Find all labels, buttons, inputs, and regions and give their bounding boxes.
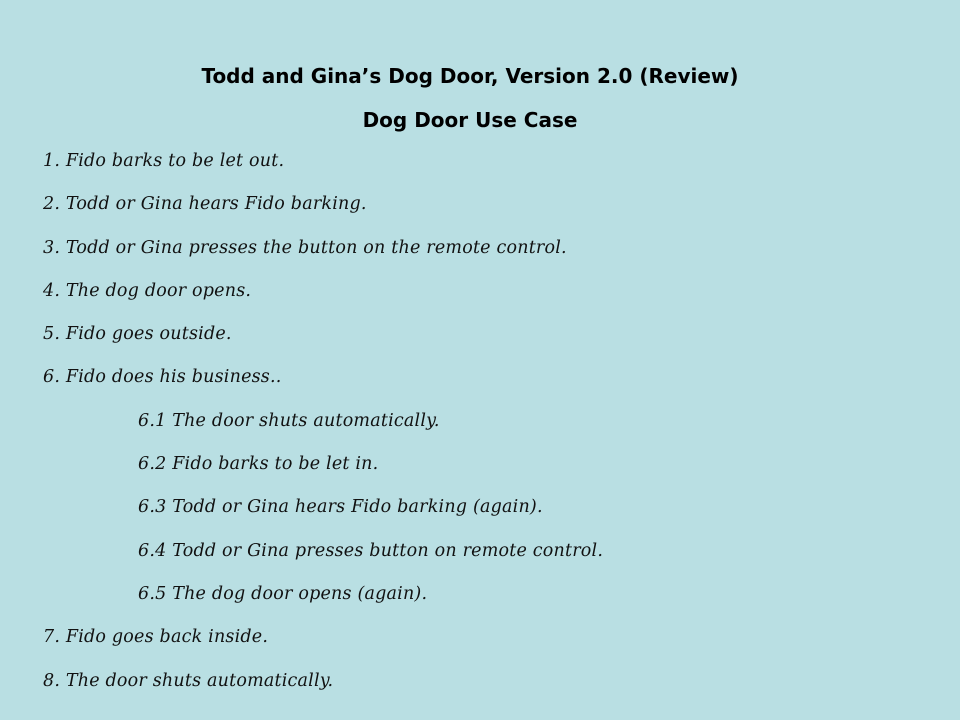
use-case-step: 4. The dog door opens.	[43, 280, 252, 301]
use-case-substep: 6.1 The door shuts automatically.	[138, 410, 440, 431]
slide-subtitle: Dog Door Use Case	[362, 108, 578, 132]
use-case-steps	[43, 145, 923, 708]
use-case-step: 3. Todd or Gina presses the button on the remote control.	[43, 237, 567, 258]
slide-title: Todd and Gina’s Dog Door, Version 2.0 (Review)	[201, 64, 739, 88]
use-case-substep: 6.5 The dog door opens (again).	[138, 583, 428, 604]
use-case-step: 1. Fido barks to be let out.	[43, 151, 285, 171]
use-case-substep: 6.4 Todd or Gina presses button on remote control.	[138, 540, 604, 561]
use-case-step: 2. Todd or Gina hears Fido barking.	[43, 194, 367, 215]
use-case-substep: 6.2 Fido barks to be let in.	[138, 454, 379, 475]
use-case-step: 8. The door shuts automatically.	[43, 670, 334, 691]
use-case-step: 5. Fido goes outside.	[43, 324, 232, 345]
use-case-substep: 6.3 Todd or Gina hears Fido barking (again).	[138, 497, 543, 518]
use-case-step: 7. Fido goes back inside.	[43, 627, 269, 648]
use-case-step: 6. Fido does his business..	[43, 367, 282, 388]
